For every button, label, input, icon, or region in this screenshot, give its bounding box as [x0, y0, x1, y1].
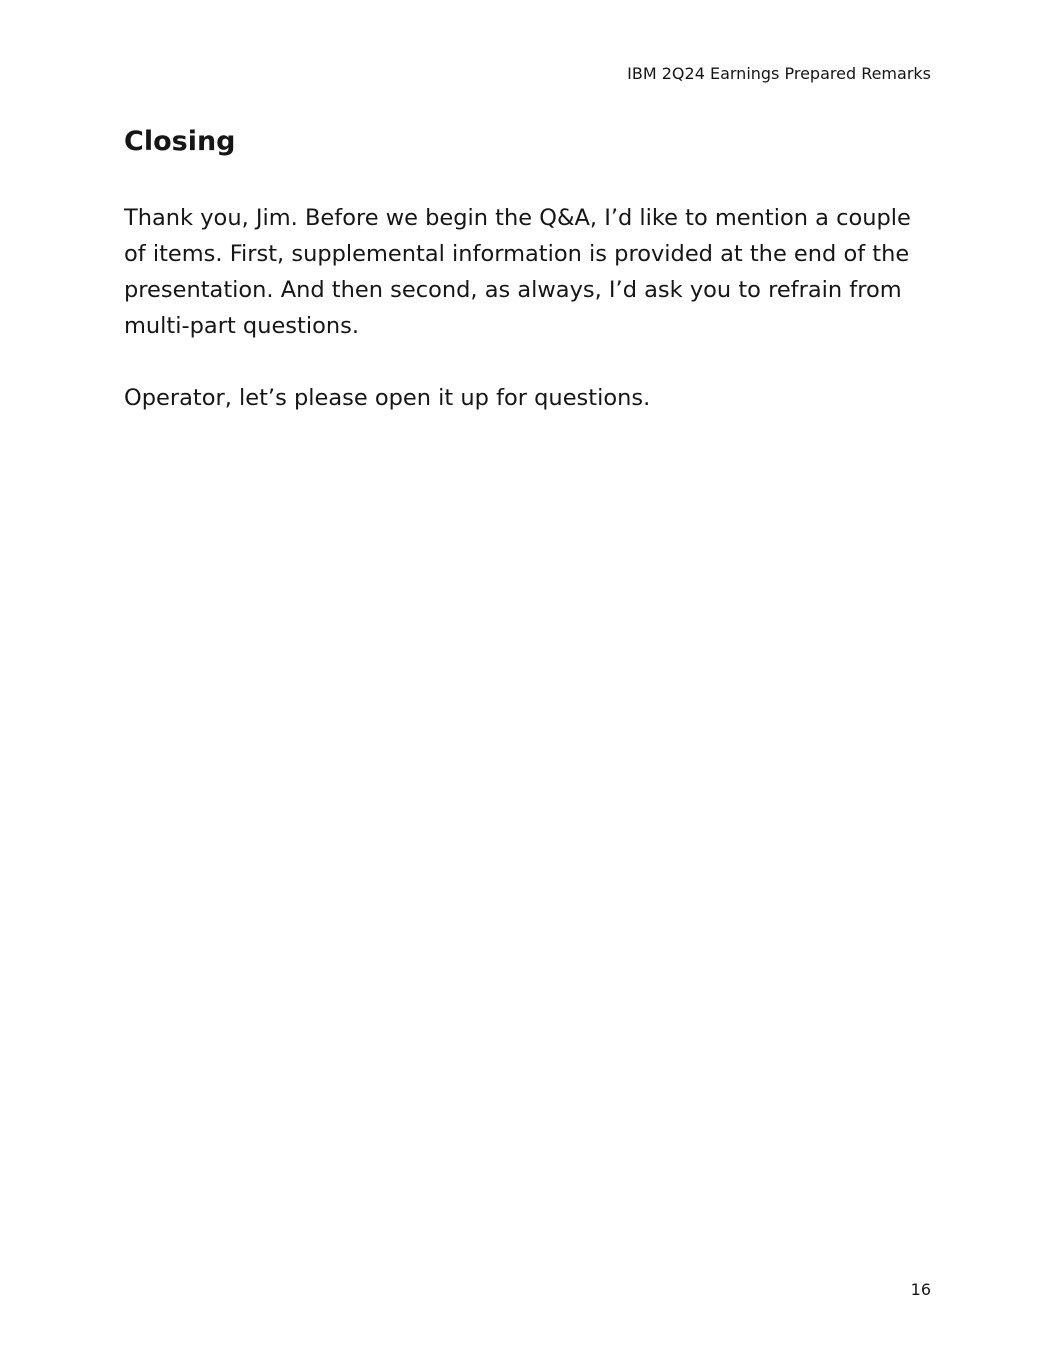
- body-paragraph: Operator, let’s please open it up for questions.: [124, 385, 651, 411]
- page-number: 16: [910, 1280, 931, 1299]
- section-heading: Closing: [124, 126, 236, 157]
- body-paragraph: Thank you, Jim. Before we begin the Q&A, I’d like to mention a couple of items. First, supplemental information is provided at the end of the presentation. And then second, as always, I’d ask you to refrain from multi-part questions.: [124, 205, 911, 339]
- running-header: IBM 2Q24 Earnings Prepared Remarks: [627, 64, 931, 83]
